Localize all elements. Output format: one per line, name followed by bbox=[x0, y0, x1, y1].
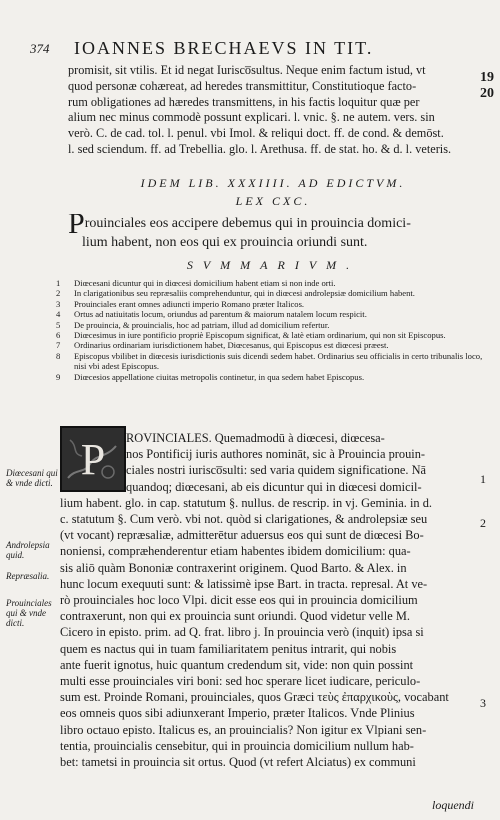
rubric-line-1 bbox=[68, 214, 478, 234]
main-line: multi esse prouinciales viri boni: sed hoc sperare licet iudicare, periculo- bbox=[60, 674, 421, 689]
summary-text: Ortus ad natiuitatis locum, oriundus ad parentum & maiorum natalem locum respicit. bbox=[74, 309, 367, 320]
main-paragraph bbox=[60, 430, 480, 770]
catchword: loquendi bbox=[432, 798, 474, 812]
summary-item bbox=[56, 278, 486, 288]
summary-number: 3 bbox=[56, 298, 61, 309]
margin-note-dioecesani: Diœcesani qui & vnde dicti. bbox=[6, 468, 58, 488]
margin-number: 2 bbox=[480, 516, 486, 530]
main-line: quem es nactus qui in tuam familiaritatem penitus intrarit, qui nobis bbox=[60, 641, 397, 656]
running-title: IOANNES BRECHAEVS IN TIT. bbox=[74, 38, 374, 58]
summary-text: Diœcesani dicuntur qui in diœcesi domicilium habent etiam si non inde orti. bbox=[74, 278, 336, 288]
main-line: c. statutum §. Cum verò. vbi not. quòd si clarigationes, & androlepsiæ seu bbox=[60, 512, 428, 527]
summary-text: Ordinarius ordinariam iurisdictionem habet, Diœcesanus, qui Episcopus est diœcesi præest. bbox=[74, 340, 389, 351]
main-line: bet: tametsi in prouincia sit ortus. Quod (vt refert Alciatus) ex communi bbox=[60, 755, 416, 770]
lex-heading: LEX CXC. bbox=[235, 194, 311, 208]
main-line: (vt vocant) repræsaliæ, admitterētur aduersus eos qui sunt de diœcesi Bo- bbox=[60, 528, 424, 543]
main-line: sum est. Proinde Romani, prouinciales, quos Græci τεὺς ἐπαρχικοὺς, vocabant bbox=[60, 690, 449, 705]
summary-number: 6 bbox=[56, 330, 61, 341]
intro-line: rum obligationes ad hæredes transmittens, in his factis loquitur quæ per bbox=[68, 94, 420, 109]
main-line: ante fuerit ignotus, huic quantum credendum sit, vide: non quin possint bbox=[60, 657, 414, 672]
summary-text: De prouincia, & prouincialis, hoc ad patriam, illud ad domicilium refertur. bbox=[74, 319, 330, 330]
summary-number: 4 bbox=[56, 309, 61, 320]
summary-text: In clarigationibus seu repræsaliis comprehenduntur, qui in diœcesi androlepsiæ domicilium habent. bbox=[74, 288, 415, 299]
main-line: contraxerunt, non qui ex prouincia sunt oriundi. Quod videtur velle M. bbox=[60, 609, 410, 624]
summarium-title: SVMMARIVM. bbox=[186, 258, 360, 272]
summary-number: 1 bbox=[56, 278, 61, 288]
section-heading: IDEM LIB. XXXIIII. AD EDICTVM. bbox=[140, 176, 406, 190]
main-line: hunc locum exequuti sunt: & latissimè ipse Bart. in tracta. represal. At ve- bbox=[60, 576, 428, 591]
summary-number: 9 bbox=[56, 371, 61, 382]
summary-item bbox=[56, 309, 486, 319]
summary-text: Prouinciales erant omnes adiuncti imperio Romano præter Italicos. bbox=[74, 298, 305, 309]
summary-item bbox=[56, 351, 486, 372]
margin-note-androlepsia: Androlepsia quid. bbox=[6, 540, 50, 560]
intro-line: alium nec minus commodè possunt explicari. l. vnic. §. ne autem. vers. sin bbox=[68, 110, 435, 125]
rubric-line-2: lium habent, non eos qui ex prouincia oriundi sunt. bbox=[82, 235, 368, 250]
main-line: tentia, prouincialis censebitur, qui in prouincia domicilium nullum hab- bbox=[60, 738, 414, 753]
main-line: rò prouinciales hoc loco Vlpi. dicit esse eos qui in prouincia domicilium bbox=[60, 593, 418, 608]
main-line: ciales nostri iurisco̅sulti: sed varia quidem significatione. Nā bbox=[126, 463, 427, 478]
margin-number: 3 bbox=[480, 696, 486, 710]
summary-text: Diœcesimus in iure pontificio propriè Episcopum significat, & latè etiam ordinarium, qui non sit Episcopus. bbox=[74, 330, 446, 341]
main-line: quandoq; diœcesani, ab eis dicuntur qui in diœcesi domicil- bbox=[126, 479, 422, 494]
margin-note-represalia: Repræsalia. bbox=[6, 571, 50, 581]
main-line: libro octauo episto. Italicus es, an prouincialis? Non igitur ex Vlpiani sen- bbox=[60, 722, 427, 737]
summary-number: 5 bbox=[56, 319, 61, 330]
summary-text: Episcopus vbilibet in diœcesis iurisdictionis suis dicendi sedem habet. Ordinarius seu officialis in certo tribunalis loco, nisi vbi adest Episcopus. bbox=[74, 350, 483, 372]
summary-item bbox=[56, 288, 486, 298]
summarium-list bbox=[56, 278, 486, 382]
main-line: Cicero in episto. prim. ad Q. frat. libro j. In prouincia verò (inquit) ipsa si bbox=[60, 625, 424, 640]
summary-item bbox=[56, 320, 486, 330]
main-line: noniensi, compræhenderentur etiam habentes ibidem domicilium: qua- bbox=[60, 544, 411, 559]
main-line: nos Pontificij iuris authores nomināt, sic à Prouincia prouin- bbox=[126, 447, 426, 462]
summary-item bbox=[56, 330, 486, 340]
main-line: lium habent. glo. in cap. statutum §. nullus. de rescrip. in vj. Geminia. in d. bbox=[60, 495, 433, 510]
margin-number-19: 19 bbox=[480, 70, 494, 85]
rubric-initial: P bbox=[68, 214, 85, 234]
main-line: sis aliō quàm Bononiæ contraxerint originem. Quod Barto. & Alex. in bbox=[60, 560, 407, 575]
main-line: ROVINCIALES. Quemadmodū à diœcesi, diœcesa- bbox=[126, 431, 385, 445]
summary-number: 2 bbox=[56, 288, 61, 299]
summary-item bbox=[56, 372, 486, 382]
summary-item bbox=[56, 340, 486, 350]
margin-note-prouinciales: Prouinciales qui & vnde dicti. bbox=[6, 598, 52, 628]
page-number: 374 bbox=[30, 41, 50, 56]
intro-line: promisit, sit vtilis. Et id negat Iurisco̅sultus. Neque enim factum istud, vt bbox=[68, 63, 426, 77]
margin-number-20: 20 bbox=[480, 86, 494, 101]
main-line: eos omneis quos sibi adiunxerant Imperio, præter Italicos. Vnde Plinius bbox=[60, 706, 415, 721]
margin-number: 1 bbox=[480, 472, 486, 486]
page-header bbox=[30, 38, 470, 60]
summary-item bbox=[56, 299, 486, 309]
summary-number: 8 bbox=[56, 350, 61, 361]
summary-number: 7 bbox=[56, 340, 61, 351]
law-rubric bbox=[68, 214, 478, 251]
initial-letter: P bbox=[80, 435, 106, 484]
rubric-text-1: rouinciales eos accipere debemus qui in prouincia domici- bbox=[84, 216, 411, 231]
intro-line: quod personæ cohæreat, ad heredes transmittitur, Constitutioque facto- bbox=[68, 78, 417, 93]
summary-text: Diœcesios appellatione ciuitas metropolis continetur, in qua sedem habet Episcopus. bbox=[74, 371, 365, 382]
intro-line: verò. C. de cad. tol. l. penul. vbi Imol. & reliqui doct. ff. de cond. & demōst. bbox=[68, 126, 444, 141]
intro-paragraph bbox=[68, 63, 478, 158]
intro-line: l. sed sciendum. ff. ad Trebellia. glo. l. Arethusa. ff. de stat. ho. & d. l. veteris. bbox=[68, 141, 452, 156]
